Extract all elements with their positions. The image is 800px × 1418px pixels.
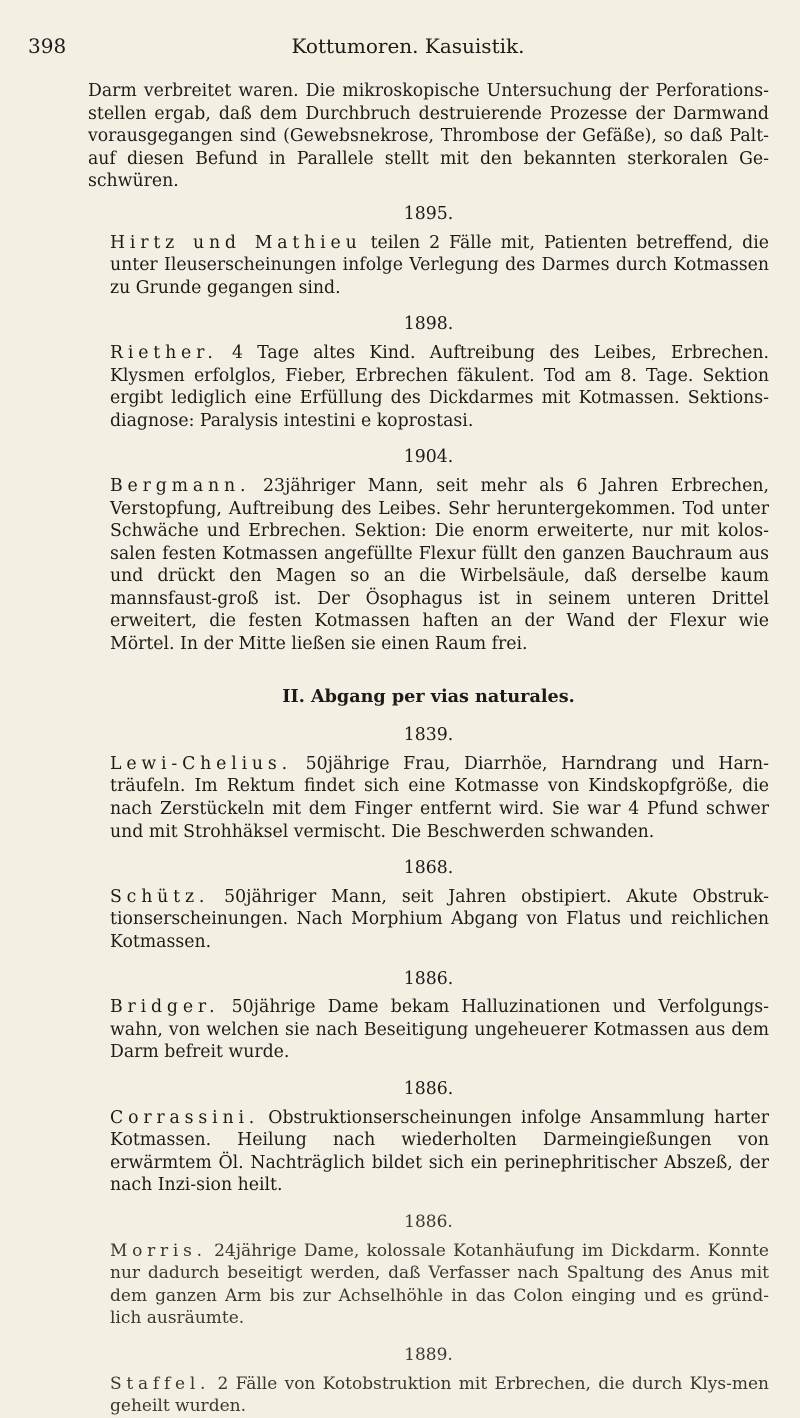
page-body (88, 80, 769, 1418)
case-year: 1898. (403, 314, 454, 335)
case-text: 50jähriger Mann, seit Jahren obstipiert. Akute Obstruk-tionserscheinungen. Nach Morphium Abgang von Flatus und reichlichen Kotmassen. (110, 886, 769, 952)
case-author: Riether. (110, 342, 218, 363)
case-year: 1839. (403, 725, 454, 746)
case-paragraph (88, 1373, 769, 1418)
case-year: 1868. (403, 858, 454, 879)
case-year: 1889. (404, 1344, 453, 1365)
case-year: 1886. (403, 968, 454, 989)
page-header (28, 34, 788, 64)
case-entry (88, 1078, 769, 1197)
case-text: 50jährige Dame bekam Halluzinationen und Verfolgungs-wahn, von welchen sie nach Beseitigung ungeheuerer Kotmassen aus dem Darm befreit wurde. (110, 997, 769, 1063)
case-author: Schütz. (110, 886, 210, 907)
case-year: 1886. (403, 1078, 454, 1099)
case-text: 24jährige Dame, kolossale Kotanhäufung im Dickdarm. Konnte nur dadurch beseitigt werden, daß Verfasser nach Spaltung des Anus mit dem ganzen Arm bis zur Achselhöhle in das Colon einging und es gründ-lich ausräumte. (110, 1240, 769, 1329)
case-paragraph (88, 342, 769, 432)
case-author: Lewi-Chelius. (110, 753, 292, 774)
case-paragraph (88, 475, 769, 656)
case-author: Bridger. (110, 997, 220, 1018)
case-year: 1895. (403, 203, 454, 224)
case-text: 2 Fälle von Kotobstruktion mit Erbrechen, die durch Klys-men geheilt wurden. (110, 1373, 769, 1417)
case-entry (88, 313, 769, 432)
case-author: Corrassini. (110, 1107, 260, 1128)
case-entry (88, 857, 769, 953)
page-number: 398 (28, 34, 67, 58)
running-title: Kottumoren. Kasuistik. (291, 34, 525, 58)
case-year: 1886. (404, 1211, 453, 1232)
case-entry (88, 1211, 769, 1330)
case-entry (88, 968, 769, 1064)
case-entry (88, 446, 769, 655)
section-heading: II. Abgang per vias naturales. (282, 685, 575, 707)
case-author: Staffel. (110, 1373, 211, 1394)
case-text: 50jährige Frau, Diarrhöe, Harndrang und Harn-träufeln. Im Rektum findet sich eine Kotmasse von Kindskopfgröße, die nach Zerstückeln mit dem Finger entfernt wird. Sie war 4 Pfund schwer und mit Strohhäksel vermischt. Die Beschwerden schwanden. (110, 753, 769, 842)
case-paragraph (88, 1107, 769, 1197)
case-entry (88, 1344, 769, 1418)
case-paragraph (88, 232, 769, 300)
case-entry (88, 724, 769, 843)
case-author: Morris. (110, 1240, 207, 1261)
case-entry (88, 203, 769, 299)
case-paragraph (88, 753, 769, 843)
case-paragraph (88, 996, 769, 1064)
case-paragraph (88, 1240, 769, 1330)
case-text: 4 Tage altes Kind. Auftreibung des Leibes, Erbrechen. Klysmen erfolglos, Fieber, Erbrechen fäkulent. Tod am 8. Tage. Sektion ergibt lediglich eine Erfüllung des Dickdarmes mit Kotmassen. Sektions-diagnose: Paralysis intestini e koprostasi. (110, 342, 769, 431)
case-text: Obstruktionserscheinungen infolge Ansammlung harter Kotmassen. Heilung nach wiederholten Darmeingießungen von erwärmtem Öl. Nachträglich bildet sich ein perinephritischer Abszeß, der nach Inzi-sion heilt. (110, 1107, 769, 1196)
intro-paragraph: Darm verbreitet waren. Die mikroskopische Untersuchung der Perforations-stellen ergab, daß dem Durchbruch destruierende Prozesse der Darmwand vorausgegangen sind (Gewebsnekrose, Thrombose der Gefäße), so daß Palt-auf diesen Befund in Parallele stellt mit den bekannten sterkoralen Ge-schwüren. (88, 81, 769, 192)
case-text: teilen 2 Fälle mit, Patienten betreffend, die unter Ileuserscheinungen infolge Verlegung des Darmes durch Kotmassen zu Grunde gegangen sind. (110, 232, 769, 298)
case-author: Bergmann. (110, 475, 251, 496)
case-text: 23jähriger Mann, seit mehr als 6 Jahren Erbrechen, Verstopfung, Auftreibung des Leibes. Sehr heruntergekommen. Tod unter Schwäche und Erbrechen. Sektion: Die enorm erweiterte, nur mit kolos-salen festen Kotmassen angefüllte Flexur füllt den ganzen Bauchraum aus und drückt den Magen so an die Wirbelsäule, daß derselbe kaum mannsfaust-groß ist. Der Ösophagus ist in seinem unteren Drittel erweitert, die festen Kotmassen haften an der Wand der Flexur wie Mörtel. In der Mitte ließen sie einen Raum frei. (110, 475, 769, 655)
case-year: 1904. (403, 447, 454, 468)
case-author: Hirtz und Mathieu (110, 232, 362, 253)
case-paragraph (88, 886, 769, 954)
